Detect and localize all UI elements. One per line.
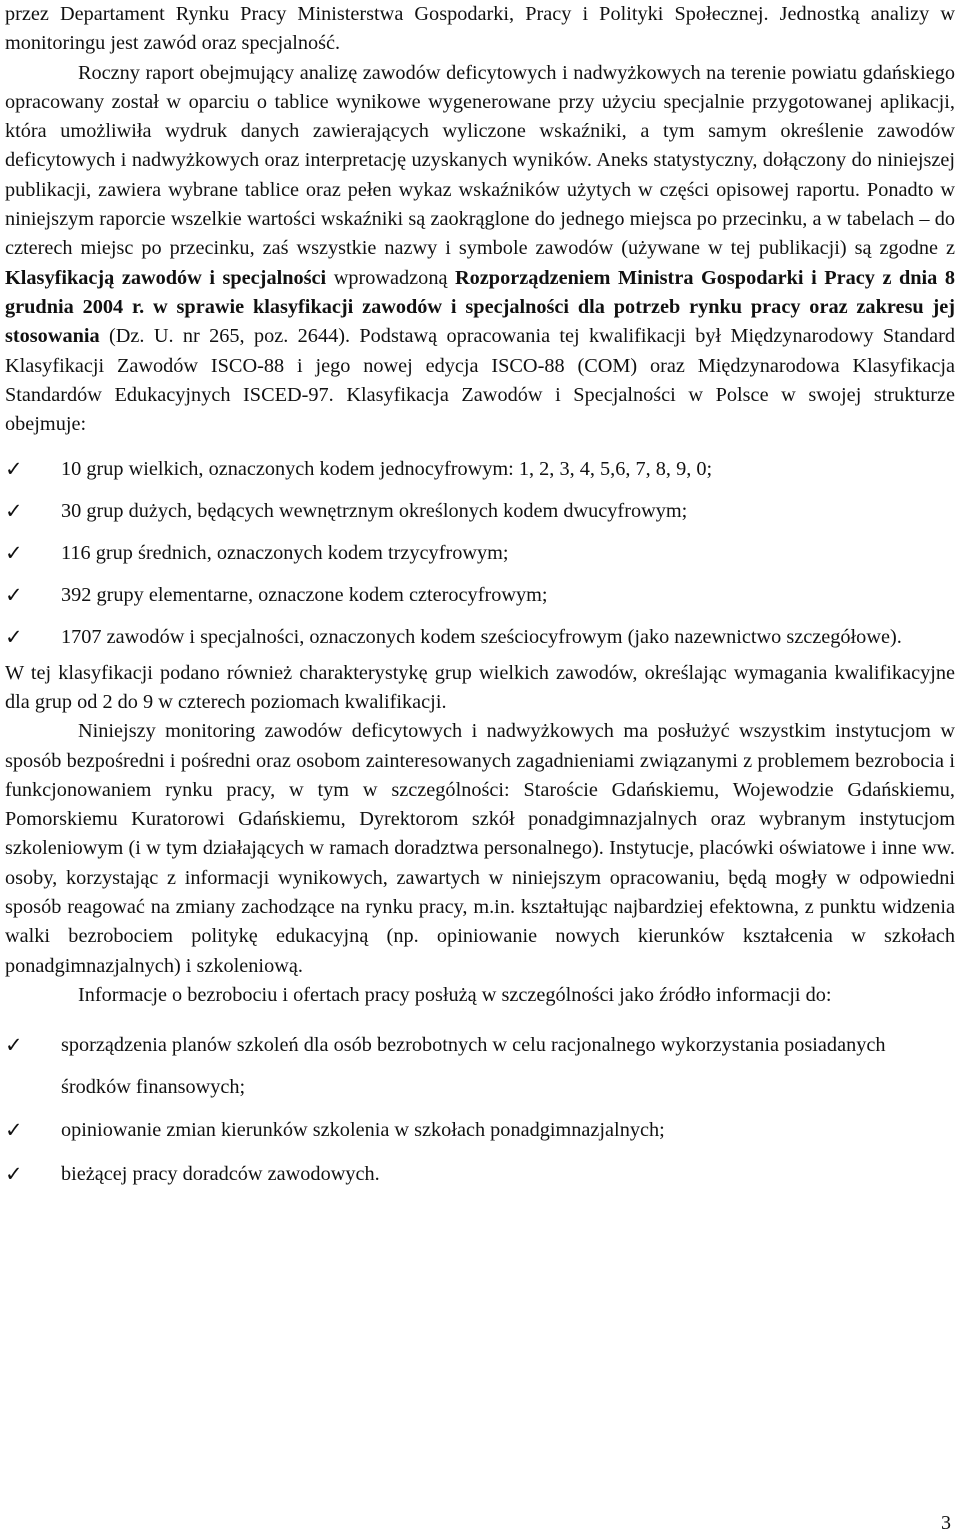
list-item-text: sporządzenia planów szkoleń dla osób bezrobotnych w celu racjonalnego wykorzystania posiadanych środków finansowych; bbox=[61, 1034, 886, 1099]
list-item-text: bieżącej pracy doradców zawodowych. bbox=[61, 1163, 380, 1186]
check-mark-icon: ✓ bbox=[5, 1033, 23, 1058]
information-usage-list bbox=[5, 1024, 955, 1189]
check-mark-icon: ✓ bbox=[5, 1118, 23, 1143]
check-mark-icon: ✓ bbox=[5, 583, 23, 608]
list-item bbox=[5, 581, 955, 610]
list-item bbox=[5, 1160, 955, 1189]
list-item-text: opiniowanie zmian kierunków szkolenia w szkołach ponadgimnazjalnych; bbox=[61, 1119, 665, 1142]
list-item bbox=[5, 1024, 955, 1108]
page-number: 3 bbox=[941, 1512, 951, 1534]
check-mark-icon: ✓ bbox=[5, 457, 23, 482]
bold-regulation-name: Rozporządzeniem Ministra Gospodarki i Pracy z dnia 8 grudnia 2004 r. w sprawie klasyfikacji zawodów i specjalności dla potrzeb rynku pracy oraz zakresu jej stosowania bbox=[5, 266, 955, 348]
list-item bbox=[5, 1116, 955, 1145]
list-item bbox=[5, 455, 955, 484]
paragraph-raport-text-3: (Dz. U. nr 265, poz. 2644). Podstawą opracowania tej kwalifikacji był Międzynarodowy Standard Klasyfikacji Zawodów ISCO-88 i jego nowej edycja ISCO-88 (COM) oraz Międzynarodowa Klasyfikacja Standardów Edukacyjnych ISCED-97. Klasyfikacja Zawodów i Specjalności w Polsce w swojej strukturze obejmuje: bbox=[5, 325, 955, 436]
check-mark-icon: ✓ bbox=[5, 499, 23, 524]
list-item bbox=[5, 539, 955, 568]
bold-classification-name: Klasyfikacją zawodów i specjalności bbox=[5, 266, 327, 289]
list-item-text: 30 grup dużych, będących wewnętrznym określonych kodem dwucyfrowym; bbox=[61, 500, 688, 523]
classification-structure-list bbox=[5, 455, 955, 652]
list-item bbox=[5, 497, 955, 526]
check-mark-icon: ✓ bbox=[5, 625, 23, 650]
paragraph-raport-text-2: wprowadzoną bbox=[326, 266, 455, 289]
list-item-text: 392 grupy elementarne, oznaczone kodem czterocyfrowym; bbox=[61, 584, 548, 607]
paragraph-information-usage: Informacje o bezrobociu i ofertach pracy posłużą w szczególności jako źródło informacji do: bbox=[78, 983, 832, 1006]
paragraph-raport-text-1: Roczny raport obejmujący analizę zawodów deficytowych i nadwyżkowych na terenie powiatu gdańskiego opracowany został w oparciu o tablice wynikowe wygenerowane przy użyciu specjalnie przygotowanej aplikacji, która umożliwiła wydruk danych zawierających wyliczone wskaźniki, a tym samym określenie zawodów deficytowych i nadwyżkowych oraz interpretację uzyskanych wyników. Aneks statystyczny, dołączony do niniejszej publikacji, zawiera wybrane tablice oraz pełen wykaz wskaźników użytych w części opisowej raportu. Ponadto w niniejszym raporcie wszelkie wartości wskaźniki są zaokrąglone do jednego miejsca po przecinku, a w tabelach – do czterech miejsc po przecinku, zaś wszystkie nazwy i symbole zawodów (używane w tej publikacji) są zgodne z bbox=[5, 61, 955, 260]
document-page bbox=[5, 0, 955, 1204]
check-mark-icon: ✓ bbox=[5, 541, 23, 566]
list-item-text: 1707 zawodów i specjalności, oznaczonych kodem sześciocyfrowym (jako nazewnictwo szczegółowe). bbox=[61, 626, 902, 649]
list-item bbox=[5, 623, 955, 652]
list-item-text: 10 grup wielkich, oznaczonych kodem jednocyfrowym: 1, 2, 3, 4, 5,6, 7, 8, 9, 0; bbox=[61, 458, 713, 481]
paragraph-group-characteristics: W tej klasyfikacji podano również charakterystykę grup wielkich zawodów, określając wymagania kwalifikacyjne dla grup od 2 do 9 w czterech poziomach kwalifikacji. bbox=[5, 661, 955, 713]
paragraph-raport-description bbox=[5, 59, 955, 440]
paragraph-intro-continuation: przez Departament Rynku Pracy Ministerstwa Gospodarki, Pracy i Polityki Społecznej. Jednostką analizy w monitoringu jest zawód oraz specjalność. bbox=[5, 3, 955, 55]
check-mark-icon: ✓ bbox=[5, 1162, 23, 1187]
paragraph-monitoring-purpose: Niniejszy monitoring zawodów deficytowych i nadwyżkowych ma posłużyć wszystkim instytucjom w sposób bezpośredni i pośredni oraz osobom zainteresowanych zagadnieniami związanymi z problemem bezrobocia i funkcjonowaniem rynku pracy, w tym w szczególności: Staroście Gdańskiemu, Wojewodzie Gdańskiemu, Pomorskiemu Kuratorowi Gdańskiemu, Dyrektorom szkół ponadgimnazjalnych oraz wybranym instytucjom szkoleniowym (i w tym działających w ramach doradztwa personalnego). Instytucje, placówki oświatowe i inne ww. osoby, korzystając z informacji wynikowych, zawartych w niniejszym opracowaniu, będą mogły w odpowiedni sposób reagować na zmiany zachodzące na rynku pracy, m.in. kształtując najbardziej efektowna, z punktu widzenia walki bezrobociem politykę edukacyjną (np. opiniowanie nowych kierunków kształcenia w szkołach ponadgimnazjalnych) i szkoleniową. bbox=[5, 720, 955, 977]
list-item-text: 116 grup średnich, oznaczonych kodem trzycyfrowym; bbox=[61, 542, 509, 565]
